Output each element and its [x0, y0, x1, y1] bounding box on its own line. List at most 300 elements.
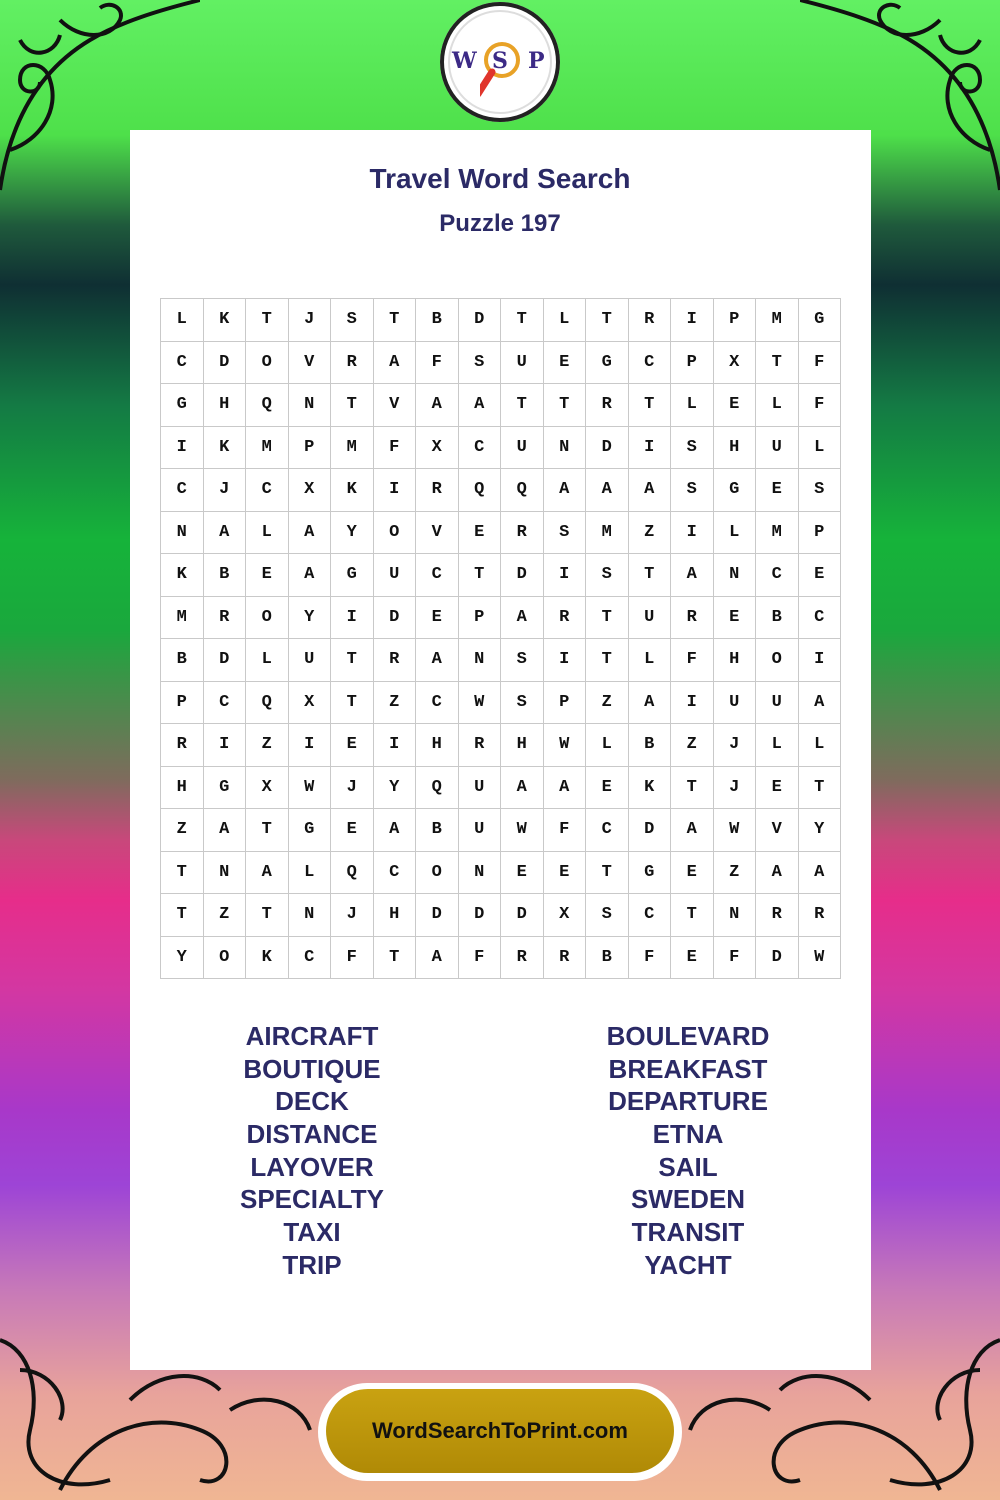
grid-cell[interactable]: H: [203, 384, 246, 427]
grid-cell[interactable]: T: [586, 851, 629, 894]
grid-cell[interactable]: A: [798, 681, 841, 724]
logo-letter-s: S: [492, 48, 508, 74]
list-right-word: SWEDEN: [630, 1184, 746, 1215]
grid-cell[interactable]: K: [331, 469, 374, 512]
grid-row: [161, 851, 841, 894]
grid-cell[interactable]: O: [416, 851, 459, 894]
list-left-word: BOUTIQUE: [243, 1053, 381, 1084]
grid-cell[interactable]: F: [373, 426, 416, 469]
grid-cell[interactable]: I: [628, 426, 671, 469]
grid-cell[interactable]: O: [203, 936, 246, 979]
grid-cell[interactable]: Z: [203, 894, 246, 937]
grid-cell[interactable]: T: [671, 766, 714, 809]
grid-cell[interactable]: A: [628, 469, 671, 512]
grid-cell[interactable]: D: [756, 936, 799, 979]
grid-cell[interactable]: K: [203, 426, 246, 469]
grid-cell[interactable]: V: [373, 384, 416, 427]
grid-cell[interactable]: T: [331, 384, 374, 427]
grid-row: [161, 724, 841, 767]
grid-cell[interactable]: T: [373, 936, 416, 979]
grid-cell[interactable]: O: [246, 341, 289, 384]
list-left-word: TRIP: [282, 1249, 342, 1280]
grid-cell[interactable]: S: [458, 341, 501, 384]
grid-row: [161, 299, 841, 342]
grid-cell[interactable]: J: [331, 766, 374, 809]
list-right-word: DEPARTURE: [608, 1086, 768, 1117]
grid-cell[interactable]: S: [671, 469, 714, 512]
grid-cell[interactable]: C: [246, 469, 289, 512]
grid-cell[interactable]: U: [756, 681, 799, 724]
logo-letter-p: P: [528, 48, 545, 74]
grid-cell[interactable]: X: [416, 426, 459, 469]
grid-cell[interactable]: W: [501, 809, 544, 852]
grid-cell[interactable]: S: [543, 511, 586, 554]
grid-cell[interactable]: T: [161, 851, 204, 894]
grid-cell[interactable]: D: [458, 299, 501, 342]
grid-cell[interactable]: R: [501, 936, 544, 979]
grid-row: [161, 809, 841, 852]
grid-cell[interactable]: L: [246, 511, 289, 554]
grid-cell[interactable]: I: [671, 299, 714, 342]
grid-cell[interactable]: T: [458, 554, 501, 597]
grid-cell[interactable]: C: [756, 554, 799, 597]
grid-cell[interactable]: N: [713, 894, 756, 937]
grid-cell[interactable]: F: [798, 341, 841, 384]
grid-cell[interactable]: Q: [246, 681, 289, 724]
grid-cell[interactable]: F: [671, 639, 714, 682]
grid-cell[interactable]: U: [756, 426, 799, 469]
grid-cell[interactable]: V: [416, 511, 459, 554]
grid-cell[interactable]: A: [246, 851, 289, 894]
grid-cell[interactable]: S: [586, 894, 629, 937]
grid-cell[interactable]: C: [203, 681, 246, 724]
grid-cell[interactable]: A: [798, 851, 841, 894]
grid-cell[interactable]: E: [756, 469, 799, 512]
grid-cell[interactable]: R: [331, 341, 374, 384]
grid-cell[interactable]: A: [288, 511, 331, 554]
grid-cell[interactable]: G: [628, 851, 671, 894]
grid-cell[interactable]: Z: [161, 809, 204, 852]
grid-cell[interactable]: R: [161, 724, 204, 767]
footer-text: WordSearchToPrint.com: [372, 1418, 628, 1443]
grid-cell[interactable]: B: [416, 809, 459, 852]
grid-cell[interactable]: E: [798, 554, 841, 597]
grid-cell[interactable]: X: [288, 469, 331, 512]
grid-cell[interactable]: Q: [501, 469, 544, 512]
grid-cell[interactable]: L: [798, 426, 841, 469]
grid-cell[interactable]: E: [671, 936, 714, 979]
list-left-word: SPECIALTY: [240, 1184, 384, 1215]
grid-cell[interactable]: U: [501, 426, 544, 469]
grid-cell[interactable]: M: [756, 511, 799, 554]
grid-cell[interactable]: G: [586, 341, 629, 384]
grid-cell[interactable]: Q: [416, 766, 459, 809]
grid-cell[interactable]: P: [458, 596, 501, 639]
grid-cell[interactable]: O: [246, 596, 289, 639]
grid-cell[interactable]: W: [713, 809, 756, 852]
grid-cell[interactable]: B: [756, 596, 799, 639]
grid-cell[interactable]: W: [543, 724, 586, 767]
grid-cell[interactable]: M: [246, 426, 289, 469]
grid-cell[interactable]: S: [501, 681, 544, 724]
grid-cell[interactable]: W: [798, 936, 841, 979]
grid-cell[interactable]: D: [203, 639, 246, 682]
grid-row: [161, 384, 841, 427]
grid-cell[interactable]: I: [543, 554, 586, 597]
grid-cell[interactable]: T: [161, 894, 204, 937]
grid-cell[interactable]: U: [373, 554, 416, 597]
grid-cell[interactable]: G: [713, 469, 756, 512]
grid-cell[interactable]: E: [586, 766, 629, 809]
grid-cell[interactable]: E: [331, 724, 374, 767]
grid-cell[interactable]: A: [543, 469, 586, 512]
grid-cell[interactable]: E: [416, 596, 459, 639]
grid-cell[interactable]: A: [458, 384, 501, 427]
grid-cell[interactable]: I: [373, 724, 416, 767]
grid-cell[interactable]: F: [331, 936, 374, 979]
grid-cell[interactable]: F: [798, 384, 841, 427]
grid-cell[interactable]: Z: [628, 511, 671, 554]
grid-cell[interactable]: X: [246, 766, 289, 809]
grid-cell[interactable]: P: [798, 511, 841, 554]
grid-cell[interactable]: S: [331, 299, 374, 342]
grid-cell[interactable]: A: [416, 936, 459, 979]
grid-row: [161, 639, 841, 682]
grid-cell[interactable]: R: [798, 894, 841, 937]
footer-link[interactable]: [326, 1389, 674, 1473]
grid-cell[interactable]: N: [161, 511, 204, 554]
grid-row: [161, 426, 841, 469]
grid-cell[interactable]: R: [543, 596, 586, 639]
grid-cell[interactable]: Y: [288, 596, 331, 639]
magnifier-icon: [480, 38, 530, 108]
grid-cell[interactable]: P: [288, 426, 331, 469]
grid-cell[interactable]: T: [756, 341, 799, 384]
grid-cell[interactable]: T: [798, 766, 841, 809]
grid-cell[interactable]: A: [628, 681, 671, 724]
list-right-word: SAIL: [658, 1151, 718, 1182]
grid-cell[interactable]: T: [246, 809, 289, 852]
grid-cell[interactable]: U: [501, 341, 544, 384]
grid-cell[interactable]: E: [246, 554, 289, 597]
grid-cell[interactable]: L: [628, 639, 671, 682]
grid-cell[interactable]: N: [458, 639, 501, 682]
grid-cell[interactable]: I: [798, 639, 841, 682]
word-list-left: [162, 1020, 462, 1282]
list-right-word: BOULEVARD: [606, 1021, 770, 1051]
grid-cell[interactable]: J: [203, 469, 246, 512]
grid-cell[interactable]: D: [501, 894, 544, 937]
grid-cell[interactable]: H: [713, 426, 756, 469]
grid-cell[interactable]: R: [203, 596, 246, 639]
grid-cell[interactable]: C: [628, 894, 671, 937]
grid-cell[interactable]: R: [543, 936, 586, 979]
grid-cell[interactable]: A: [756, 851, 799, 894]
grid-cell[interactable]: T: [246, 894, 289, 937]
grid-cell[interactable]: K: [203, 299, 246, 342]
grid-cell[interactable]: E: [671, 851, 714, 894]
grid-cell[interactable]: T: [543, 384, 586, 427]
grid-cell[interactable]: Z: [671, 724, 714, 767]
grid-cell[interactable]: L: [288, 851, 331, 894]
grid-cell[interactable]: L: [543, 299, 586, 342]
grid-cell[interactable]: T: [373, 299, 416, 342]
grid-cell[interactable]: T: [628, 554, 671, 597]
grid-cell[interactable]: Z: [246, 724, 289, 767]
grid-cell[interactable]: R: [458, 724, 501, 767]
grid-cell[interactable]: X: [288, 681, 331, 724]
grid-cell[interactable]: C: [373, 851, 416, 894]
grid-cell[interactable]: M: [756, 299, 799, 342]
grid-cell[interactable]: E: [756, 766, 799, 809]
grid-cell[interactable]: R: [756, 894, 799, 937]
grid-row: [161, 766, 841, 809]
grid-cell[interactable]: T: [628, 384, 671, 427]
grid-cell[interactable]: H: [373, 894, 416, 937]
grid-cell[interactable]: I: [671, 681, 714, 724]
grid-cell[interactable]: L: [586, 724, 629, 767]
grid-cell[interactable]: D: [586, 426, 629, 469]
grid-cell[interactable]: M: [161, 596, 204, 639]
grid-cell[interactable]: U: [288, 639, 331, 682]
grid-cell[interactable]: A: [288, 554, 331, 597]
grid-row: [161, 554, 841, 597]
grid-cell[interactable]: E: [713, 596, 756, 639]
grid-cell[interactable]: X: [713, 341, 756, 384]
grid-cell[interactable]: L: [756, 384, 799, 427]
grid-row: [161, 936, 841, 979]
grid-cell[interactable]: A: [203, 511, 246, 554]
grid-row: [161, 681, 841, 724]
grid-cell[interactable]: E: [501, 851, 544, 894]
grid-cell[interactable]: I: [543, 639, 586, 682]
grid-cell[interactable]: F: [416, 341, 459, 384]
grid-cell[interactable]: N: [288, 384, 331, 427]
grid-cell[interactable]: C: [161, 341, 204, 384]
grid-cell[interactable]: Y: [161, 936, 204, 979]
grid-cell[interactable]: S: [586, 554, 629, 597]
grid-cell[interactable]: U: [713, 681, 756, 724]
grid-cell[interactable]: L: [798, 724, 841, 767]
grid-cell[interactable]: C: [161, 469, 204, 512]
wsp-logo: [440, 2, 560, 122]
logo-letter-w: W: [452, 48, 477, 74]
grid-cell[interactable]: Z: [373, 681, 416, 724]
grid-cell[interactable]: M: [331, 426, 374, 469]
grid-cell[interactable]: Y: [373, 766, 416, 809]
grid-cell[interactable]: T: [586, 639, 629, 682]
grid-cell[interactable]: E: [543, 341, 586, 384]
grid-cell[interactable]: A: [671, 554, 714, 597]
grid-cell[interactable]: E: [543, 851, 586, 894]
grid-cell[interactable]: G: [161, 384, 204, 427]
grid-cell[interactable]: T: [246, 299, 289, 342]
grid-cell[interactable]: Q: [458, 469, 501, 512]
grid-cell[interactable]: T: [586, 299, 629, 342]
grid-cell[interactable]: K: [246, 936, 289, 979]
grid-cell[interactable]: B: [416, 299, 459, 342]
grid-row: [161, 894, 841, 937]
grid-cell[interactable]: R: [416, 469, 459, 512]
grid-cell[interactable]: H: [713, 639, 756, 682]
grid-cell[interactable]: N: [288, 894, 331, 937]
grid-cell[interactable]: H: [161, 766, 204, 809]
grid-row: [161, 511, 841, 554]
grid-cell[interactable]: A: [586, 469, 629, 512]
grid-row: [161, 596, 841, 639]
grid-cell[interactable]: J: [713, 724, 756, 767]
grid-cell[interactable]: P: [671, 341, 714, 384]
grid-cell[interactable]: R: [501, 511, 544, 554]
grid-cell[interactable]: F: [458, 936, 501, 979]
grid-cell[interactable]: G: [288, 809, 331, 852]
grid-cell[interactable]: A: [543, 766, 586, 809]
grid-cell[interactable]: C: [628, 341, 671, 384]
grid-cell[interactable]: A: [416, 639, 459, 682]
grid-cell[interactable]: I: [161, 426, 204, 469]
grid-cell[interactable]: I: [203, 724, 246, 767]
grid-cell[interactable]: P: [161, 681, 204, 724]
grid-cell[interactable]: O: [373, 511, 416, 554]
grid-cell[interactable]: X: [543, 894, 586, 937]
grid-cell[interactable]: F: [543, 809, 586, 852]
grid-cell[interactable]: H: [501, 724, 544, 767]
grid-cell[interactable]: P: [713, 299, 756, 342]
grid-cell[interactable]: T: [501, 384, 544, 427]
grid-cell[interactable]: A: [501, 596, 544, 639]
grid-cell[interactable]: M: [586, 511, 629, 554]
grid-cell[interactable]: S: [501, 639, 544, 682]
grid-cell[interactable]: K: [161, 554, 204, 597]
list-left-word: LAYOVER: [250, 1151, 374, 1182]
grid-row: [161, 341, 841, 384]
grid-cell[interactable]: J: [331, 894, 374, 937]
grid-cell[interactable]: L: [756, 724, 799, 767]
grid-cell[interactable]: Q: [246, 384, 289, 427]
grid-cell[interactable]: C: [458, 426, 501, 469]
grid-cell[interactable]: A: [373, 809, 416, 852]
list-left-word: AIRCRAFT: [245, 1021, 379, 1051]
grid-cell[interactable]: J: [288, 299, 331, 342]
grid-cell[interactable]: O: [756, 639, 799, 682]
grid-cell[interactable]: D: [416, 894, 459, 937]
grid-cell[interactable]: F: [713, 936, 756, 979]
grid-cell[interactable]: D: [373, 596, 416, 639]
grid-cell[interactable]: E: [331, 809, 374, 852]
grid-cell[interactable]: R: [671, 596, 714, 639]
grid-cell[interactable]: G: [203, 766, 246, 809]
grid-cell[interactable]: D: [628, 809, 671, 852]
list-left-word: DISTANCE: [246, 1119, 378, 1150]
grid-cell[interactable]: U: [458, 766, 501, 809]
grid-cell[interactable]: I: [671, 511, 714, 554]
grid-cell[interactable]: G: [798, 299, 841, 342]
grid-cell[interactable]: T: [586, 596, 629, 639]
grid-cell[interactable]: U: [628, 596, 671, 639]
grid-cell[interactable]: N: [713, 554, 756, 597]
grid-cell[interactable]: Y: [798, 809, 841, 852]
grid-cell[interactable]: I: [373, 469, 416, 512]
grid-cell[interactable]: T: [331, 639, 374, 682]
grid-cell[interactable]: C: [416, 681, 459, 724]
grid-cell[interactable]: V: [756, 809, 799, 852]
grid-cell[interactable]: N: [203, 851, 246, 894]
grid-cell[interactable]: A: [501, 766, 544, 809]
list-left-word: DECK: [275, 1086, 349, 1117]
grid-cell[interactable]: R: [586, 384, 629, 427]
page-title: Travel Word Search: [369, 163, 631, 194]
grid-cell[interactable]: Q: [331, 851, 374, 894]
grid-cell[interactable]: L: [161, 299, 204, 342]
grid-cell[interactable]: L: [713, 511, 756, 554]
grid-cell[interactable]: R: [628, 299, 671, 342]
grid-cell[interactable]: Z: [586, 681, 629, 724]
grid-cell[interactable]: F: [628, 936, 671, 979]
grid-cell[interactable]: B: [203, 554, 246, 597]
grid-cell[interactable]: N: [458, 851, 501, 894]
grid-cell[interactable]: P: [543, 681, 586, 724]
grid-cell[interactable]: G: [331, 554, 374, 597]
grid-cell[interactable]: U: [458, 809, 501, 852]
grid-cell[interactable]: C: [288, 936, 331, 979]
grid-cell[interactable]: A: [203, 809, 246, 852]
list-right-word: TRANSIT: [631, 1217, 745, 1248]
grid-cell[interactable]: A: [373, 341, 416, 384]
list-right-word: ETNA: [652, 1119, 724, 1150]
grid-cell[interactable]: S: [798, 469, 841, 512]
grid-cell[interactable]: T: [671, 894, 714, 937]
grid-cell[interactable]: B: [586, 936, 629, 979]
grid-cell[interactable]: C: [586, 809, 629, 852]
grid-cell[interactable]: W: [288, 766, 331, 809]
grid-cell[interactable]: E: [713, 384, 756, 427]
grid-cell[interactable]: A: [671, 809, 714, 852]
grid-cell[interactable]: A: [416, 384, 459, 427]
grid-cell[interactable]: D: [203, 341, 246, 384]
grid-cell[interactable]: L: [246, 639, 289, 682]
grid-cell[interactable]: R: [373, 639, 416, 682]
grid-cell[interactable]: S: [671, 426, 714, 469]
grid-cell[interactable]: W: [458, 681, 501, 724]
list-right-word: BREAKFAST: [608, 1053, 768, 1084]
grid-row: [161, 469, 841, 512]
grid-cell[interactable]: C: [416, 554, 459, 597]
grid-cell[interactable]: I: [288, 724, 331, 767]
grid-cell[interactable]: D: [501, 554, 544, 597]
grid-cell[interactable]: C: [798, 596, 841, 639]
grid-cell[interactable]: N: [543, 426, 586, 469]
grid-cell[interactable]: D: [458, 894, 501, 937]
grid-cell[interactable]: T: [501, 299, 544, 342]
letter-grid: [160, 298, 841, 979]
puzzle-number: Puzzle 197: [439, 210, 561, 237]
list-right-word: YACHT: [644, 1249, 732, 1280]
grid-cell[interactable]: Z: [713, 851, 756, 894]
word-list-right: [538, 1020, 838, 1282]
grid-cell[interactable]: H: [416, 724, 459, 767]
grid-cell[interactable]: V: [288, 341, 331, 384]
grid-cell[interactable]: B: [628, 724, 671, 767]
list-left-word: TAXI: [283, 1217, 341, 1248]
grid-cell[interactable]: Y: [331, 511, 374, 554]
grid-cell[interactable]: K: [628, 766, 671, 809]
grid-cell[interactable]: B: [161, 639, 204, 682]
grid-cell[interactable]: I: [331, 596, 374, 639]
grid-cell[interactable]: T: [331, 681, 374, 724]
grid-cell[interactable]: L: [671, 384, 714, 427]
grid-cell[interactable]: E: [458, 511, 501, 554]
grid-cell[interactable]: J: [713, 766, 756, 809]
